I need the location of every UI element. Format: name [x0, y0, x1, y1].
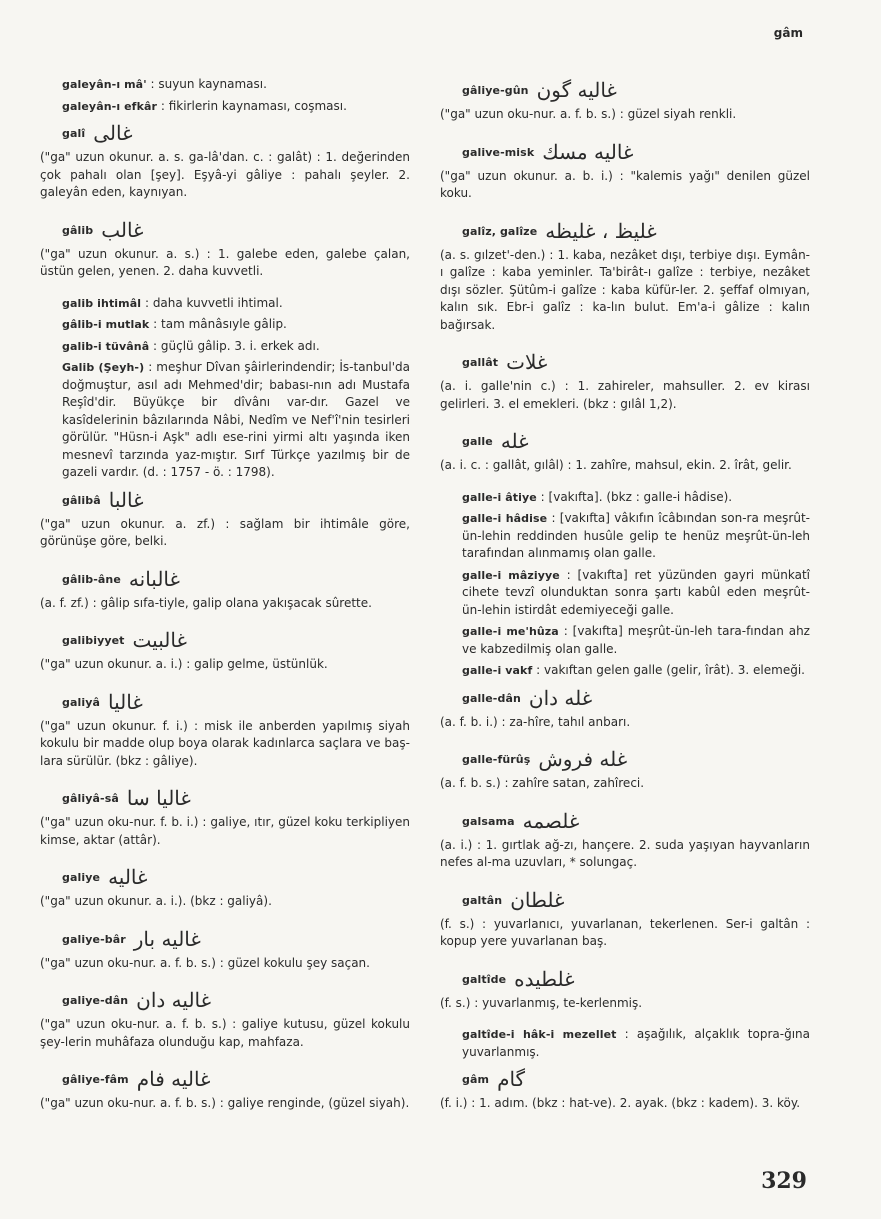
dictionary-entry	[40, 359, 410, 482]
dictionary-entry	[40, 316, 410, 334]
headword: galle-dân	[462, 691, 521, 705]
headword: galle-fürûş	[462, 753, 531, 767]
dictionary-entry	[40, 784, 410, 849]
headword: galle-i me'hûza	[462, 625, 559, 638]
definition: ("ga" uzun okunur. a. s. ga-lâ'dan. c. : galât) : 1. değerinden çok pahalı olan [şey]. Eşyâ-yi gâliye : pahalı şeyler. 2. galeyân eden, kaynıyan.	[40, 150, 410, 199]
dictionary-entry	[40, 98, 410, 116]
definition: (a. i.) : 1. gırtlak ağ-zı, hançere. 2. suda yaşıyan hayvanların nefes al-ma uzuvları, * solungaç.	[440, 837, 810, 869]
definition: (a. s. gılzet'-den.) : 1. kaba, nezâket dışı, terbiye dışı. Eymân-ı galîze : kaba yeminler. Ta'birât-ı galîze : terbiye, nezâket dışı sözler. Şütûm-i galîze : kaba küfür-ler. 2. şeffaf olmıyan, kalın sık. Ebr-i galîz : ka-lın bulut. Em'a-i gâlize : kalın bağırsak.	[440, 247, 810, 332]
entry-headline	[40, 1065, 410, 1095]
dictionary-entry	[40, 216, 410, 281]
definition: ("ga" uzun okunur. f. i.) : misk ile anberden yapılmış siyah kokulu bir madde olup boya olarak kadınlarca saçlara ve baş-lara sürülür. (bkz : gâliye).	[40, 718, 410, 768]
arabic-script: غالى	[93, 121, 133, 146]
headword: galeyân-ı efkâr	[62, 99, 158, 113]
dictionary-entry	[440, 623, 810, 658]
dictionary-entry	[440, 965, 810, 1013]
arabic-script: غاليه دان	[136, 988, 212, 1013]
headword: galle-i vakf	[462, 664, 533, 677]
arabic-script: غالبا	[108, 487, 144, 512]
arabic-script: غله دان	[528, 685, 593, 710]
dictionary-entry	[40, 986, 410, 1051]
headword: gallât	[462, 356, 499, 370]
definition: ("ga" uzun oku-nur. a. f. b. s.) : güzel kokulu şey saçan.	[40, 955, 370, 970]
definition: : fikirlerin kaynaması, coşması.	[157, 98, 347, 113]
definition: ("ga" uzun oku-nur. a. f. b. s.) : galiye kutusu, güzel kokulu şey-lerin muhâfaza olunduğu kap, mahfaza.	[40, 1017, 410, 1049]
definition: (f. s.) : yuvarlanmış, te-kerlenmiş.	[440, 995, 643, 1010]
arabic-script: گام	[497, 1067, 526, 1092]
definition: (f. i.) : 1. adım. (bkz : hat-ve). 2. ayak. (bkz : kadem). 3. köy.	[440, 1096, 801, 1110]
arabic-script: غالب	[101, 217, 144, 242]
definition: ("ga" uzun okunur. a. i.). (bkz : galiyâ).	[40, 894, 272, 908]
dictionary-entry	[40, 486, 410, 551]
arabic-script: غاليه	[108, 865, 148, 890]
definition: ("ga" uzun okunur. a. b. i.) : "kalemis yağı" denilen güzel koku.	[440, 168, 810, 200]
definition: ("ga" uzun oku-nur. a. f. b. s.) : güzel siyah renkli.	[440, 107, 737, 121]
headword: gâm	[462, 1073, 490, 1087]
arabic-script: غالبانه	[128, 566, 180, 591]
headword: galiyâ	[62, 695, 101, 709]
dictionary-entry	[40, 626, 410, 674]
headword: galî	[62, 127, 86, 141]
definition: (f. s.) : yuvarlanıcı, yuvarlanan, tekerlenen. Ser-i galtân : kopup yere yuvarlanan baş.	[440, 916, 810, 948]
dictionary-entry	[40, 925, 410, 973]
headword: galive-misk	[462, 145, 535, 159]
arabic-script: غاليه گون	[536, 78, 617, 103]
definition: ("ga" uzun okunur. a. s.) : 1. galebe eden, galebe çalan, üstün gelen, yenen. 2. daha kuvvetli.	[40, 246, 410, 278]
headword: gâliye-gûn	[462, 84, 529, 98]
dictionary-entry	[440, 1026, 810, 1061]
page-number: 329	[761, 1168, 807, 1194]
dictionary-entry	[440, 886, 810, 951]
definition: ("ga" uzun okunur. a. i.) : galip gelme, üstünlük.	[40, 657, 328, 671]
headword: galsama	[462, 814, 515, 828]
headword: galiye-bâr	[62, 932, 126, 946]
headword: galle-i hâdise	[462, 512, 548, 525]
dictionary-entry	[440, 1065, 810, 1113]
entry-headline	[440, 1065, 810, 1095]
definition: : meşhur Dîvan şâirlerindendir; İs-tanbul'da doğmuştur, asıl adı Mehmed'dir; babası-nın adı Mustafa Reşîd'dir. Büyükçe bir dîvânı var-dır. Gazel ve kasîdelerinin bâzılarında Nâbi, Nedîm ve Nef'î'nin tesirleri görülür. "Hüsn-i Aşk" adlı ese-rini yirmi altı yaşında iken mesnevî tarzında yaz-mıştır. Sırf Türkçe yazılmış bir de gazeli vardır. (d. : 1757 - ö. : 1798).	[62, 360, 410, 479]
arabic-script: غالبيت	[132, 628, 187, 653]
headword: galib-i tüvânâ	[62, 339, 150, 353]
headword: galle-i mâziyye	[462, 568, 560, 582]
definition: : aşağılık, alçaklık topra-ğına yuvarlanmış.	[462, 1027, 810, 1059]
definition: : [vakıfta] vâkıfın îcâbından son-ra meşrût-ün-lehin reddinden husûle gelip te henüz meşrût-ün-leh tarafından alınmamış olan galle.	[462, 511, 810, 560]
entry-headline	[40, 119, 410, 149]
headword: galtîde	[462, 972, 507, 986]
headword: gâliye-fâm	[62, 1073, 129, 1087]
dictionary-entry	[40, 863, 410, 911]
arabic-script: غلطيده	[514, 966, 575, 991]
definition: : [vakıfta] ret yüzünden gayri münkatî cihete tevzî olunduktan sonra şartı kabûl eden meşrût-ün-lehin istirdât edemiyeceği galle.	[462, 567, 810, 617]
definition: (a. f. b. s.) : zahîre satan, zahîreci.	[440, 776, 645, 790]
left-column	[40, 76, 410, 1127]
dictionary-entry	[440, 138, 810, 203]
definition: : [vakıfta]. (bkz : galle-i hâdise).	[536, 489, 733, 504]
entry-headline	[40, 216, 410, 246]
headword: galîz, galîze	[462, 224, 538, 238]
dictionary-entry	[440, 76, 810, 124]
right-column	[440, 76, 810, 1127]
headword: galibiyyet	[62, 634, 125, 648]
entry-headline	[440, 76, 810, 106]
headword: gâlib	[62, 223, 94, 237]
dictionary-entry	[40, 119, 410, 202]
definition: : suyun kaynaması.	[146, 77, 267, 91]
arabic-script: غاليا	[108, 689, 143, 714]
dictionary-entry	[40, 295, 410, 313]
entry-headline	[40, 863, 410, 893]
dictionary-entry	[440, 427, 810, 475]
definition: : daha kuvvetli ihtimal.	[141, 295, 283, 310]
entry-headline	[40, 925, 410, 955]
entry-headline	[440, 807, 810, 837]
headword: galiye	[62, 871, 101, 885]
dictionary-entry	[40, 1065, 410, 1113]
entry-headline	[40, 626, 410, 656]
arabic-script: غله فروش	[538, 747, 628, 772]
definition: : tam mânâsıyle gâlip.	[149, 317, 287, 331]
definition: ("ga" uzun oku-nur. a. f. b. s.) : galiye renginde, (güzel siyah).	[40, 1096, 410, 1110]
arabic-script: غله	[500, 429, 529, 454]
definition: (a. f. b. i.) : za-hîre, tahıl anbarı.	[440, 714, 631, 729]
arabic-script: غلات	[506, 350, 548, 375]
arabic-script: غاليا سا	[126, 786, 191, 811]
dictionary-entry	[440, 510, 810, 563]
entry-headline	[40, 784, 410, 814]
headword: galtîde-i hâk-i mezellet	[462, 1028, 617, 1041]
entry-headline	[40, 986, 410, 1016]
headword: gâlibâ	[62, 493, 101, 507]
entry-headline	[440, 745, 810, 775]
arabic-script: غاليه مسك	[542, 139, 634, 164]
running-header: gâm	[773, 26, 803, 40]
definition: (a. i. galle'nin c.) : 1. zahireler, mahsuller. 2. ev kirası gelirleri. 3. el emekleri. (bkz : gılâl 1,2).	[440, 379, 810, 411]
headword: galiye-dân	[62, 994, 129, 1008]
dictionary-entry	[40, 76, 410, 94]
arabic-script: غلصمه	[522, 808, 580, 833]
headword: gâlib-âne	[62, 572, 121, 586]
arabic-script: غلطان	[510, 887, 565, 912]
headword: galeyân-ı mâ'	[62, 78, 147, 91]
entry-headline	[40, 565, 410, 595]
dictionary-entry	[440, 567, 810, 620]
definition: (a. i. c. : gallât, gılâl) : 1. zahîre, mahsul, ekin. 2. îrât, gelir.	[440, 458, 792, 472]
dictionary-entry	[40, 338, 410, 356]
entry-headline	[440, 886, 810, 916]
entry-headline	[440, 348, 810, 378]
entry-headline	[40, 486, 410, 516]
arabic-script: غاليه بار	[133, 926, 201, 951]
definition: : güçlü gâlip. 3. i. erkek adı.	[149, 338, 320, 353]
arabic-script: غاليه فام	[136, 1067, 211, 1092]
arabic-script: غليظ ، غليظه	[545, 218, 657, 243]
headword: galtân	[462, 893, 503, 907]
headword: galle	[462, 435, 493, 449]
entry-headline	[440, 427, 810, 457]
entry-headline	[440, 138, 810, 168]
dictionary-entry	[440, 348, 810, 413]
headword: gâliyâ-sâ	[62, 792, 119, 806]
definition: (a. f. zf.) : gâlip sıfa-tiyle, galip olana yakışacak sûrette.	[40, 595, 372, 610]
definition: ("ga" uzun okunur. a. zf.) : sağlam bir ihtimâle göre, görünüşe göre, belki.	[40, 516, 410, 548]
headword: Galib (Şeyh-)	[62, 361, 145, 374]
definition: : [vakıfta] meşrût-ün-leh tara-fından ahz ve kabzedilmiş olan galle.	[462, 624, 810, 656]
entry-headline	[440, 684, 810, 714]
dictionary-entry	[440, 489, 810, 507]
entry-headline	[40, 688, 410, 718]
definition: ("ga" uzun oku-nur. f. b. i.) : galiye, ıtır, güzel koku terkipliyen kimse, aktar (attâr).	[40, 815, 410, 847]
dictionary-entry	[440, 217, 810, 335]
headword: gâlib-i mutlak	[62, 318, 150, 331]
dictionary-entry	[440, 684, 810, 732]
dictionary-entry	[40, 565, 410, 613]
definition: : vakıftan gelen galle (gelir, îrât). 3. elemeği.	[532, 663, 805, 677]
dictionary-entry	[40, 688, 410, 771]
dictionary-entry	[440, 807, 810, 872]
headword: galib ihtimâl	[62, 296, 142, 310]
entry-headline	[440, 217, 810, 247]
dictionary-entry	[440, 662, 810, 680]
headword: galle-i âtiye	[462, 490, 537, 504]
dictionary-entry	[440, 745, 810, 793]
entry-headline	[440, 965, 810, 995]
